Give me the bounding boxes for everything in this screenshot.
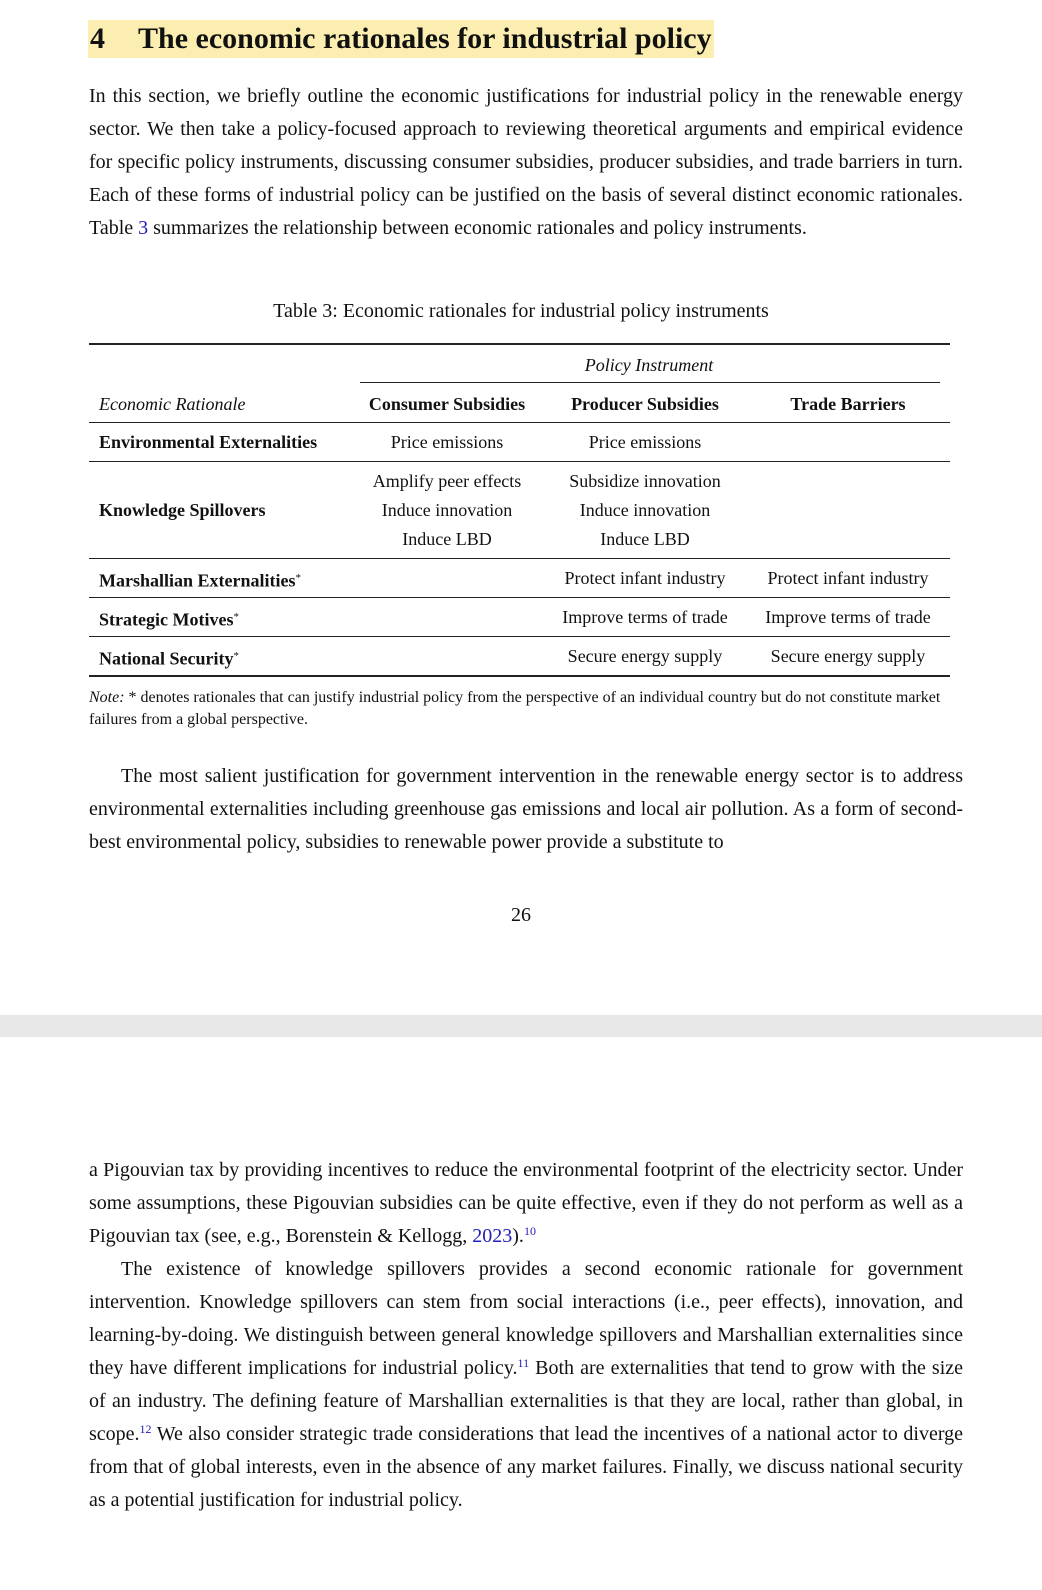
col-header-trade: Trade Barriers: [790, 394, 906, 414]
col-header-consumer: Consumer Subsidies: [368, 394, 526, 414]
table-top-rule: [89, 343, 950, 345]
section-number: 4: [90, 22, 105, 55]
table-note: Note: * denotes rationales that can justify industrial policy from the perspective of an individual country but do not constitute market failures from a global perspective.: [89, 689, 941, 728]
paragraph-environmental: The most salient justification for government intervention in the renewable energy sector is to address environmental externalities including greenhouse gas emissions and local air pollution. As a form of second-best environmental policy, subsidies to renewable power provide a substitute to: [89, 765, 963, 853]
cell-producer: Price emissions: [588, 432, 702, 452]
table-3-link[interactable]: 3: [138, 217, 149, 239]
header-rule: [89, 422, 950, 423]
section-title: The economic rationales for industrial policy: [138, 22, 712, 55]
cell-trade: Improve terms of trade: [765, 607, 931, 627]
table-bottom-rule: [89, 675, 950, 677]
col-header-producer: Producer Subsidies: [571, 394, 719, 414]
row-rule: [89, 636, 950, 637]
footnote-12-link[interactable]: 12: [139, 1421, 152, 1436]
cell-producer: Improve terms of trade: [562, 607, 728, 627]
row-label-national-security: National Security*: [99, 648, 239, 669]
page-number: 26: [511, 904, 531, 926]
cell-trade: Protect infant industry: [767, 568, 929, 588]
section-heading: [88, 20, 714, 58]
row-rule: [89, 461, 950, 462]
page-separator: [0, 1015, 1042, 1037]
footnote-11-link[interactable]: 11: [517, 1355, 530, 1370]
paragraph-pigouvian: a Pigouvian tax by providing incentives to reduce the environmental footprint of the electricity sector. Under some assumptions, these Pigouvian subsidies can be quite effective, even if they do not perform as well as a Pigouvian tax (see, e.g., Borenstein & Kellogg, 2023).$^{10}$: [89, 1159, 963, 1247]
citation-link[interactable]: 2023: [472, 1225, 513, 1247]
spanner-rule: [360, 382, 940, 383]
cell-consumer: Induce innovation: [381, 500, 513, 520]
row-label-marshallian: Marshallian Externalities*: [99, 570, 301, 591]
row-label-environmental: Environmental Externalities: [99, 432, 318, 452]
policy-instrument-header: Policy Instrument: [584, 355, 714, 375]
cell-producer: Protect infant industry: [564, 568, 726, 588]
footnote-10-link[interactable]: 10: [523, 1223, 536, 1238]
row-label-knowledge: Knowledge Spillovers: [99, 500, 266, 520]
row-rule: [89, 597, 950, 598]
page-27: [0, 1037, 1042, 1590]
cell-producer: Secure energy supply: [567, 646, 723, 666]
cell-producer: Subsidize innovation: [569, 471, 721, 491]
cell-producer: Induce innovation: [579, 500, 711, 520]
cell-producer: Induce LBD: [600, 529, 690, 549]
paragraph-knowledge-spillovers: The existence of knowledge spillovers provides a second economic rationale for government intervention. Knowledge spillovers can stem from social interactions (i.e., peer effects), innovation, and learning-by-doing. We distinguish between general knowledge spillovers and Marshallian externalities since they have different implications for industrial policy.$^{11}$ Both are externalities that tend to grow with the size of an industry. The defining feature of Marshallian externalities is that they are local, rather than global, in scope.$^{12}$ We also consider strategic trade considerations that lead the incentives of a national actor to diverge from that of global interests, even in the absence of any market failures. Finally, we discuss national security as a potential justification for industrial policy.: [89, 1258, 963, 1511]
row-label-strategic: Strategic Motives*: [99, 609, 239, 630]
intro-paragraph: In this section, we briefly outline the economic justifications for industrial policy in the renewable energy sector. We then take a policy-focused approach to reviewing theoretical arguments and empirical evidence for specific policy instruments, discussing consumer subsidies, producer subsidies, and trade barriers in turn. Each of these forms of industrial policy can be justified on the basis of several distinct economic rationales. Table 3 summarizes the relationship between economic rationales and policy instruments.: [89, 85, 963, 239]
table-caption: Table 3: Economic rationales for industrial policy instruments: [273, 300, 769, 322]
economic-rationale-header: Economic Rationale: [99, 394, 246, 414]
cell-consumer: Amplify peer effects: [372, 471, 522, 491]
cell-consumer: Price emissions: [390, 432, 504, 452]
cell-trade: Secure energy supply: [770, 646, 926, 666]
cell-consumer: Induce LBD: [402, 529, 492, 549]
row-rule: [89, 558, 950, 559]
